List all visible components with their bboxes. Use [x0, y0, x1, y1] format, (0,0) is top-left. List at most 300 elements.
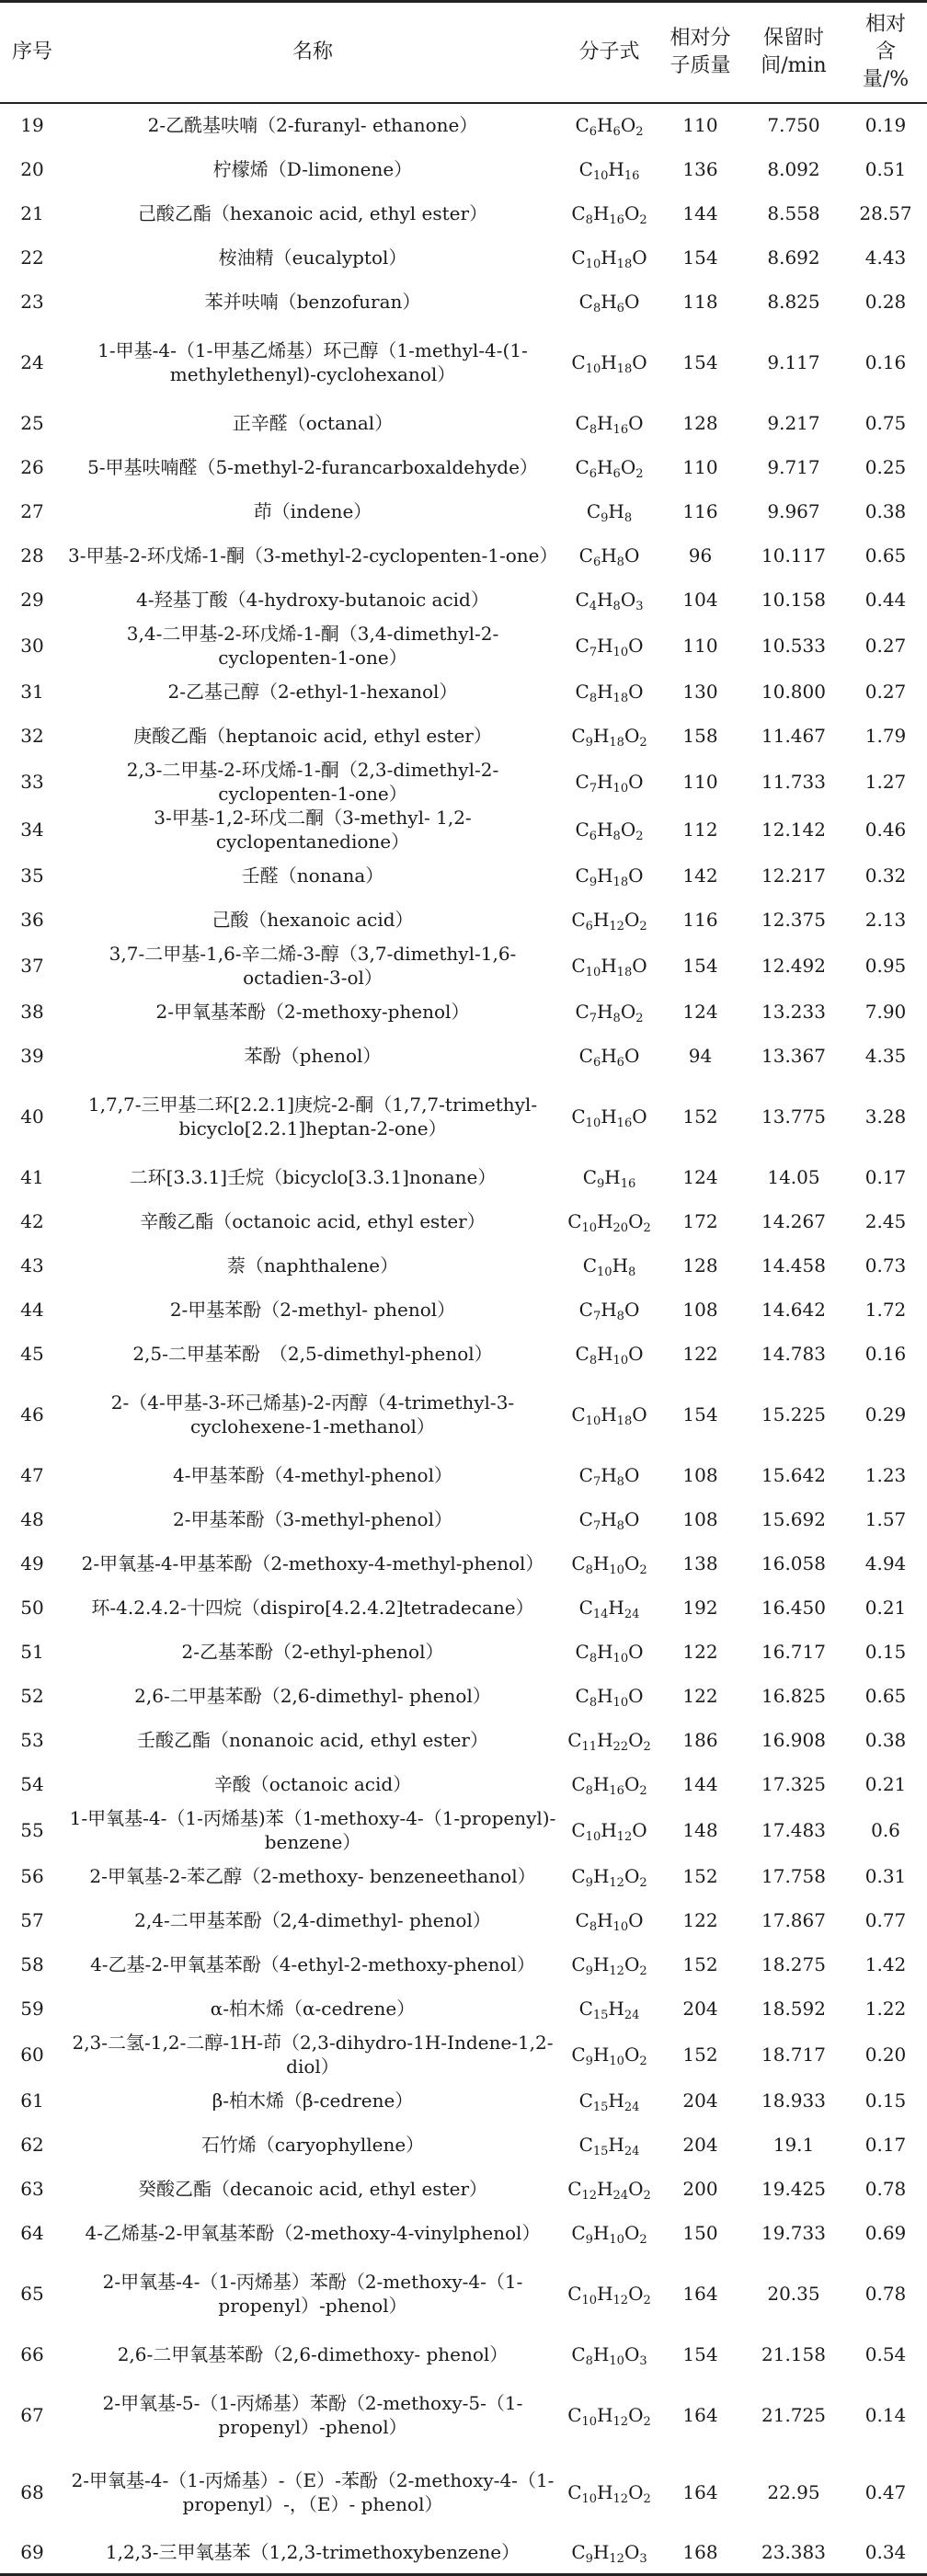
retention-time: 23.383 — [743, 2531, 844, 2575]
retention-time: 14.642 — [761, 1298, 826, 1321]
molecular-weight: 110 — [682, 634, 718, 657]
relative-content: 0.34 — [844, 2531, 927, 2575]
relative-content: 0.25 — [864, 455, 907, 478]
molecular-formula: $C_7H_8O_2$ — [575, 1000, 644, 1025]
compound-name: 1,2,3-三甲氧基苯（1,2,3-trimethoxybenzene） — [64, 2531, 561, 2575]
table-row — [0, 853, 927, 898]
compound-name: 庚酸乙酯（heptanoic acid, ethyl ester） — [133, 724, 492, 747]
relative-content: 0.19 — [864, 114, 907, 136]
row-number: 53 — [20, 1728, 44, 1751]
relative-content: 0.38 — [864, 499, 907, 522]
molecular-weight: 108 — [682, 1298, 718, 1321]
molecular-weight: 124 — [682, 1000, 718, 1023]
table-row — [0, 1586, 927, 1630]
table-row — [0, 1898, 927, 1942]
molecular-formula: $C_{10}H_{16}$ — [578, 157, 640, 183]
relative-content: 4.94 — [864, 1551, 907, 1574]
relative-content: 1.72 — [864, 1298, 907, 1321]
relative-content: 0.44 — [864, 588, 907, 611]
row-number: 34 — [20, 818, 44, 841]
relative-content: 0.46 — [864, 818, 907, 841]
relative-content: 0.6 — [871, 1818, 900, 1841]
compound-name: 2-乙基己醇（2-ethyl-1-hexanol） — [167, 680, 458, 703]
relative-content: 0.73 — [864, 1254, 907, 1277]
compound-name: 1-甲氧基-4-（1-丙烯基)苯（1-methoxy-4-（1-propenyl)- benzene） — [69, 1806, 556, 1853]
relative-content: 0.17 — [864, 1165, 907, 1188]
row-number: 27 — [20, 499, 44, 522]
row-number: 26 — [20, 455, 44, 478]
retention-time: 15.225 — [761, 1402, 826, 1425]
molecular-formula: $C_{11}H_{22}O_2$ — [567, 1728, 651, 1754]
molecular-formula: $C_9H_8$ — [586, 499, 633, 525]
relative-content: 0.65 — [864, 1684, 907, 1707]
relative-content: 0.78 — [864, 2177, 907, 2200]
retention-time: 14.267 — [761, 1209, 826, 1232]
compound-name: 4-甲基苯酚（4-methyl-phenol） — [173, 1463, 452, 1486]
compound-name: 环-4.2.4.2-十四烷（dispiro[4.2.4.2]tetradecane） — [91, 1596, 534, 1619]
molecular-weight: 128 — [682, 1254, 718, 1277]
compound-name: 己酸乙酯（hexanoic acid, ethyl ester） — [137, 201, 488, 224]
compound-name: 1-甲基-4-（1-甲基乙烯基）环己醇（1-methyl-4-(1-methylethenyl)-cyclohexanol） — [97, 338, 528, 385]
table-row — [0, 578, 927, 622]
molecular-weight: 148 — [682, 1818, 718, 1841]
compound-name: α-柏木烯（α-cedrene） — [210, 1997, 416, 2020]
header-mw-label: 相对分子质量 — [670, 26, 731, 77]
retention-time: 17.867 — [761, 1908, 826, 1931]
table-header-row — [0, 2, 927, 103]
molecular-formula: $C_4H_8O_3$ — [575, 588, 644, 613]
retention-time: 9.117 — [767, 350, 820, 373]
retention-time: 9.717 — [767, 455, 820, 478]
retention-time: 14.05 — [767, 1165, 820, 1188]
molecular-weight: 154 — [682, 350, 718, 373]
retention-time: 17.325 — [761, 1772, 826, 1795]
table-row — [0, 942, 927, 990]
relative-content: 0.51 — [864, 157, 907, 180]
retention-time: 19.733 — [761, 2221, 826, 2244]
molecular-weight: 94 — [688, 1044, 713, 1067]
row-number: 43 — [20, 1254, 44, 1277]
relative-content: 4.43 — [864, 246, 907, 269]
table-row — [0, 489, 927, 533]
table-row — [0, 2376, 927, 2454]
compound-name: 1,7,7-三甲基二环[2.2.1]庚烷-2-酮（1,7,7-trimethyl- bicyclo[2.2.1]heptan-2-one） — [87, 1093, 538, 1139]
retention-time: 8.558 — [767, 201, 820, 224]
table-row — [0, 1453, 927, 1497]
molecular-weight: 154 — [682, 1402, 718, 1425]
table-row — [0, 1718, 927, 1762]
retention-time: 21.725 — [761, 2403, 826, 2426]
table-row — [0, 1155, 927, 1199]
molecular-weight: 116 — [682, 499, 718, 522]
table-row — [0, 2211, 927, 2255]
header-content — [844, 2, 927, 103]
molecular-formula: $C_{15}H_{24}$ — [578, 1997, 640, 2022]
row-number: 62 — [20, 2133, 44, 2156]
table-row — [0, 1762, 927, 1806]
molecular-weight: 200 — [682, 2177, 718, 2200]
relative-content: 2.45 — [864, 1209, 907, 1232]
retention-time: 9.967 — [767, 499, 820, 522]
retention-time: 10.117 — [761, 544, 826, 567]
molecular-weight: 144 — [682, 201, 718, 224]
row-number: 19 — [20, 114, 44, 136]
relative-content: 1.79 — [864, 724, 907, 747]
table-row — [0, 714, 927, 758]
table-row — [0, 2454, 927, 2531]
relative-content: 4.35 — [864, 1044, 907, 1067]
table-row — [0, 1243, 927, 1288]
header-mw — [658, 2, 743, 103]
row-number: 45 — [20, 1342, 44, 1365]
molecular-formula: $C_{15}H_{24}$ — [578, 2089, 640, 2114]
header-no: 序号 — [0, 2, 64, 103]
molecular-weight: 112 — [682, 818, 718, 841]
row-number: 59 — [20, 1997, 44, 2020]
compound-name: β-柏木烯（β-cedrene） — [212, 2089, 414, 2112]
molecular-weight: 138 — [682, 1551, 718, 1574]
table-row — [0, 2167, 927, 2211]
table-row — [0, 2332, 927, 2376]
compound-name: 4-羟基丁酸（4-hydroxy-butanoic acid） — [136, 588, 489, 611]
retention-time: 22.95 — [767, 2480, 820, 2503]
molecular-weight: 152 — [682, 1952, 718, 1975]
compound-name: 2,4-二甲基苯酚（2,4-dimethyl- phenol） — [134, 1908, 491, 1931]
table-row — [0, 1034, 927, 1078]
relative-content: 0.20 — [864, 2043, 907, 2066]
header-formula: 分子式 — [561, 2, 658, 103]
relative-content: 0.27 — [864, 680, 907, 703]
row-number: 52 — [20, 1684, 44, 1707]
compound-name: 萘（naphthalene） — [226, 1254, 399, 1277]
header-name: 名称 — [64, 2, 561, 103]
compound-name: 苯并呋喃（benzofuran） — [204, 290, 421, 313]
row-number: 48 — [20, 1507, 44, 1530]
molecular-formula: $C_6H_6O$ — [578, 1044, 640, 1070]
retention-time: 18.275 — [761, 1952, 826, 1975]
row-number: 20 — [20, 157, 44, 180]
table-row — [0, 1986, 927, 2031]
retention-time: 18.933 — [761, 2089, 826, 2112]
table-row — [0, 622, 927, 670]
relative-content: 0.21 — [864, 1596, 907, 1619]
retention-time: 16.450 — [761, 1596, 826, 1619]
molecular-weight: 152 — [682, 1864, 718, 1887]
retention-time: 21.158 — [761, 2342, 826, 2365]
retention-time: 16.825 — [761, 1684, 826, 1707]
molecular-weight: 164 — [682, 2282, 718, 2305]
table-row — [0, 1854, 927, 1898]
row-number: 36 — [20, 908, 44, 931]
molecular-formula: $C_9H_{18}O$ — [575, 864, 644, 889]
compound-name: 二环[3.3.1]壬烷（bicyclo[3.3.1]nonane） — [129, 1165, 497, 1188]
row-number: 31 — [20, 680, 44, 703]
row-number: 57 — [20, 1908, 44, 1931]
table-row — [0, 1806, 927, 1854]
compound-name: 2-甲氧基-5-（1-丙烯基）苯酚（2-methoxy-5-（1-propenyl）-phenol） — [102, 2391, 523, 2438]
retention-time: 15.642 — [761, 1463, 826, 1486]
row-number: 69 — [0, 2531, 64, 2575]
molecular-formula: $C_{10}H_{12}O_2$ — [567, 2480, 651, 2506]
table-row — [0, 1630, 927, 1674]
compound-name: 2,3-二氢-1,2-二醇-1H-茚（2,3-dihydro-1H-Indene-1,2-diol） — [72, 2031, 554, 2078]
molecular-weight: 104 — [682, 588, 718, 611]
table-row — [0, 2255, 927, 2332]
table-row — [0, 1376, 927, 1453]
relative-content: 0.16 — [864, 350, 907, 373]
relative-content: 0.75 — [864, 411, 907, 434]
header-rt-label: 保留时间/min — [761, 26, 827, 77]
row-number: 23 — [20, 290, 44, 313]
relative-content: 3.28 — [864, 1105, 907, 1128]
compound-name: 癸酸乙酯（decanoic acid, ethyl ester） — [137, 2177, 488, 2200]
molecular-formula: $C_7H_{10}O$ — [575, 634, 644, 659]
relative-content: 0.38 — [864, 1728, 907, 1751]
molecular-weight: 122 — [682, 1684, 718, 1707]
row-number: 22 — [20, 246, 44, 269]
molecular-weight: 128 — [682, 411, 718, 434]
molecular-weight: 172 — [682, 1209, 718, 1232]
relative-content: 1.57 — [864, 1507, 907, 1530]
table-row — [0, 1199, 927, 1243]
compound-name: 2-甲氧基-4-（1-丙烯基）苯酚（2-methoxy-4-（1-propenyl）-phenol） — [102, 2270, 523, 2317]
row-number: 66 — [20, 2342, 44, 2365]
molecular-formula: $C_{10}H_{12}O$ — [571, 1818, 647, 1844]
retention-time: 18.717 — [761, 2043, 826, 2066]
retention-time: 9.217 — [767, 411, 820, 434]
table-row — [0, 1541, 927, 1586]
molecular-weight: 122 — [682, 1342, 718, 1365]
table-row — [0, 1288, 927, 1332]
row-number: 56 — [20, 1864, 44, 1887]
molecular-weight: 164 — [682, 2403, 718, 2426]
compound-name: 2-甲基苯酚（3-methyl-phenol） — [173, 1507, 452, 1530]
molecular-weight: 124 — [682, 1165, 718, 1188]
row-number: 50 — [20, 1596, 44, 1619]
molecular-formula: $C_9H_{12}O_3$ — [561, 2531, 658, 2575]
table-row — [0, 147, 927, 191]
retention-time: 15.692 — [761, 1507, 826, 1530]
compound-name: 3,4-二甲基-2-环戊烯-1-酮（3,4-dimethyl-2-cyclopenten-1-one） — [126, 622, 499, 669]
table-row — [0, 1942, 927, 1986]
molecular-formula: $C_6H_8O_2$ — [575, 818, 644, 843]
row-number: 51 — [20, 1640, 44, 1663]
row-number: 65 — [20, 2282, 44, 2305]
table-row — [0, 235, 927, 280]
molecular-weight: 204 — [682, 2133, 718, 2156]
compound-name: 正辛醛（octanal） — [232, 411, 394, 434]
row-number: 44 — [20, 1298, 44, 1321]
molecular-weight: 152 — [682, 1105, 718, 1128]
row-number: 38 — [20, 1000, 44, 1023]
compound-name: 3,7-二甲基-1,6-辛二烯-3-醇（3,7-dimethyl-1,6-octadien-3-ol） — [109, 942, 517, 989]
retention-time: 12.217 — [761, 864, 826, 887]
molecular-weight: 122 — [682, 1640, 718, 1663]
compound-name: 桉油精（eucalyptol） — [218, 246, 407, 269]
table-row — [0, 990, 927, 1034]
molecular-weight: 154 — [682, 954, 718, 977]
molecular-weight: 96 — [688, 544, 713, 567]
molecular-weight: 130 — [682, 680, 718, 703]
molecular-weight: 122 — [682, 1908, 718, 1931]
relative-content: 0.77 — [864, 1908, 907, 1931]
row-number: 63 — [20, 2177, 44, 2200]
row-number: 40 — [20, 1105, 44, 1128]
relative-content: 0.15 — [864, 2089, 907, 2112]
retention-time: 16.717 — [761, 1640, 826, 1663]
retention-time: 16.058 — [761, 1551, 826, 1574]
molecular-formula: $C_{15}H_{24}$ — [578, 2133, 640, 2158]
molecular-formula: $C_9H_{10}O_2$ — [571, 2221, 647, 2247]
compound-name: 柠檬烯（D-limonene） — [212, 157, 413, 180]
row-number: 58 — [20, 1952, 44, 1975]
compound-name: 2-甲氧基-4-甲基苯酚（2-methoxy-4-methyl-phenol） — [81, 1551, 544, 1574]
row-number: 60 — [20, 2043, 44, 2066]
molecular-formula: $C_8H_{16}O_2$ — [571, 1772, 647, 1798]
compound-name: 己酸（hexanoic acid） — [212, 908, 414, 931]
relative-content: 0.15 — [864, 1640, 907, 1663]
compound-name: 2,5-二甲基苯酚 （2,5-dimethyl-phenol） — [132, 1342, 493, 1365]
molecular-formula: $C_8H_{10}O_3$ — [571, 2342, 647, 2368]
molecular-weight: 168 — [658, 2531, 743, 2575]
compound-name: 辛酸乙酯（octanoic acid, ethyl ester） — [140, 1209, 486, 1232]
molecular-formula: $C_8H_{10}O_2$ — [571, 1551, 647, 1577]
compound-name: 2-乙酰基呋喃（2-furanyl- ethanone） — [147, 114, 478, 136]
retention-time: 18.592 — [761, 1997, 826, 2020]
row-number: 49 — [20, 1551, 44, 1574]
retention-time: 10.533 — [761, 634, 826, 657]
molecular-formula: $C_{10}H_{20}O_2$ — [567, 1209, 651, 1235]
retention-time: 12.375 — [761, 908, 826, 931]
retention-time: 20.35 — [767, 2282, 820, 2305]
row-number: 25 — [20, 411, 44, 434]
row-number: 24 — [20, 350, 44, 373]
molecular-formula: $C_7H_8O$ — [578, 1507, 640, 1533]
molecular-weight: 110 — [682, 114, 718, 136]
row-number: 42 — [20, 1209, 44, 1232]
compound-name: 辛酸（octanoic acid） — [213, 1772, 412, 1795]
molecular-formula: $C_{10}H_{18}O$ — [571, 1402, 647, 1428]
molecular-weight: 158 — [682, 724, 718, 747]
table-row — [0, 280, 927, 324]
table-row — [0, 533, 927, 578]
molecular-formula: $C_{10}H_{16}O$ — [571, 1105, 647, 1130]
retention-time: 8.092 — [767, 157, 820, 180]
relative-content: 0.17 — [864, 2133, 907, 2156]
table-row — [0, 1078, 927, 1155]
compound-name: 壬醛（nonana） — [241, 864, 384, 887]
molecular-weight: 154 — [682, 2342, 718, 2365]
relative-content: 0.16 — [864, 1342, 907, 1365]
molecular-weight: 108 — [682, 1507, 718, 1530]
relative-content: 0.27 — [864, 634, 907, 657]
retention-time: 10.158 — [761, 588, 826, 611]
retention-time: 11.467 — [761, 724, 826, 747]
molecular-formula: $C_{10}H_{18}O$ — [571, 246, 647, 271]
row-number: 37 — [20, 954, 44, 977]
retention-time: 11.733 — [761, 770, 826, 793]
relative-content: 0.47 — [864, 2480, 907, 2503]
molecular-formula: $C_6H_{12}O_2$ — [571, 908, 647, 933]
molecular-weight: 204 — [682, 2089, 718, 2112]
row-number: 39 — [20, 1044, 44, 1067]
molecular-formula: $C_8H_{10}O$ — [575, 1684, 644, 1710]
retention-time: 14.458 — [761, 1254, 826, 1277]
relative-content: 7.90 — [864, 1000, 907, 1023]
compound-name: 2,3-二甲基-2-环戊烯-1-酮（2,3-dimethyl-2-cyclopenten-1-one） — [126, 758, 499, 805]
relative-content: 0.95 — [864, 954, 907, 977]
molecular-weight: 154 — [682, 246, 718, 269]
molecular-formula: $C_{12}H_{24}O_2$ — [567, 2177, 651, 2203]
relative-content: 0.78 — [864, 2282, 907, 2305]
molecular-formula: $C_8H_{16}O_2$ — [571, 201, 647, 227]
molecular-formula: $C_8H_{18}O$ — [575, 680, 644, 705]
molecular-weight: 108 — [682, 1463, 718, 1486]
molecular-weight: 204 — [682, 1997, 718, 2020]
row-number: 33 — [20, 770, 44, 793]
table-row — [0, 445, 927, 489]
molecular-formula: $C_7H_8O$ — [578, 1463, 640, 1489]
retention-time: 14.783 — [761, 1342, 826, 1365]
table-row — [0, 1674, 927, 1718]
retention-time: 13.367 — [761, 1044, 826, 1067]
retention-time: 12.492 — [761, 954, 826, 977]
molecular-weight: 110 — [682, 455, 718, 478]
molecular-formula: $C_9H_{10}O_2$ — [571, 2043, 647, 2068]
retention-time: 8.692 — [767, 246, 820, 269]
molecular-formula: $C_7H_8O$ — [578, 1298, 640, 1323]
compound-name: 2-（4-甲基-3-环己烯基)-2-丙醇（4-trimethyl-3-cyclohexene-1-methanol） — [110, 1391, 515, 1437]
compound-name: 壬酸乙酯（nonanoic acid, ethyl ester） — [137, 1728, 488, 1751]
compound-name: 5-甲基呋喃醛（5-methyl-2-furancarboxaldehyde） — [87, 455, 538, 478]
molecular-weight: 152 — [682, 2043, 718, 2066]
compound-name: 3-甲基-1,2-环戊二酮（3-methyl- 1,2-cyclopentanedione） — [154, 806, 472, 853]
molecular-weight: 164 — [682, 2480, 718, 2503]
table-row — [0, 1332, 927, 1376]
row-number: 47 — [20, 1463, 44, 1486]
relative-content: 0.28 — [864, 290, 907, 313]
molecular-formula: $C_7H_{10}O$ — [575, 770, 644, 796]
molecular-formula: $C_{10}H_{18}O$ — [571, 954, 647, 979]
relative-content: 1.22 — [864, 1997, 907, 2020]
retention-time: 16.908 — [761, 1728, 826, 1751]
compound-name: 苯酚（phenol） — [244, 1044, 382, 1067]
compound-name: 2-甲氧基苯酚（2-methoxy-phenol） — [155, 1000, 470, 1023]
relative-content: 0.29 — [864, 1402, 907, 1425]
retention-time: 8.825 — [767, 290, 820, 313]
relative-content: 28.57 — [859, 201, 912, 224]
row-number: 32 — [20, 724, 44, 747]
relative-content: 0.14 — [864, 2403, 907, 2426]
relative-content: 0.69 — [864, 2221, 907, 2244]
compound-name: 2,6-二甲基苯酚（2,6-dimethyl- phenol） — [134, 1684, 491, 1707]
table-row — [0, 758, 927, 806]
retention-time: 17.483 — [761, 1818, 826, 1841]
molecular-formula: $C_{14}H_{24}$ — [578, 1596, 640, 1621]
row-number: 35 — [20, 864, 44, 887]
table-row — [0, 2531, 927, 2575]
table-body — [0, 103, 927, 2575]
table-row — [0, 806, 927, 853]
row-number: 54 — [20, 1772, 44, 1795]
molecular-formula: $C_8H_{10}O$ — [575, 1342, 644, 1368]
molecular-weight: 192 — [682, 1596, 718, 1619]
table-row — [0, 898, 927, 942]
molecular-formula: $C_6H_6O_2$ — [575, 455, 644, 481]
row-number: 41 — [20, 1165, 44, 1188]
molecular-formula: $C_9H_{16}$ — [582, 1165, 636, 1191]
compound-name: 茚（indene） — [253, 499, 372, 522]
